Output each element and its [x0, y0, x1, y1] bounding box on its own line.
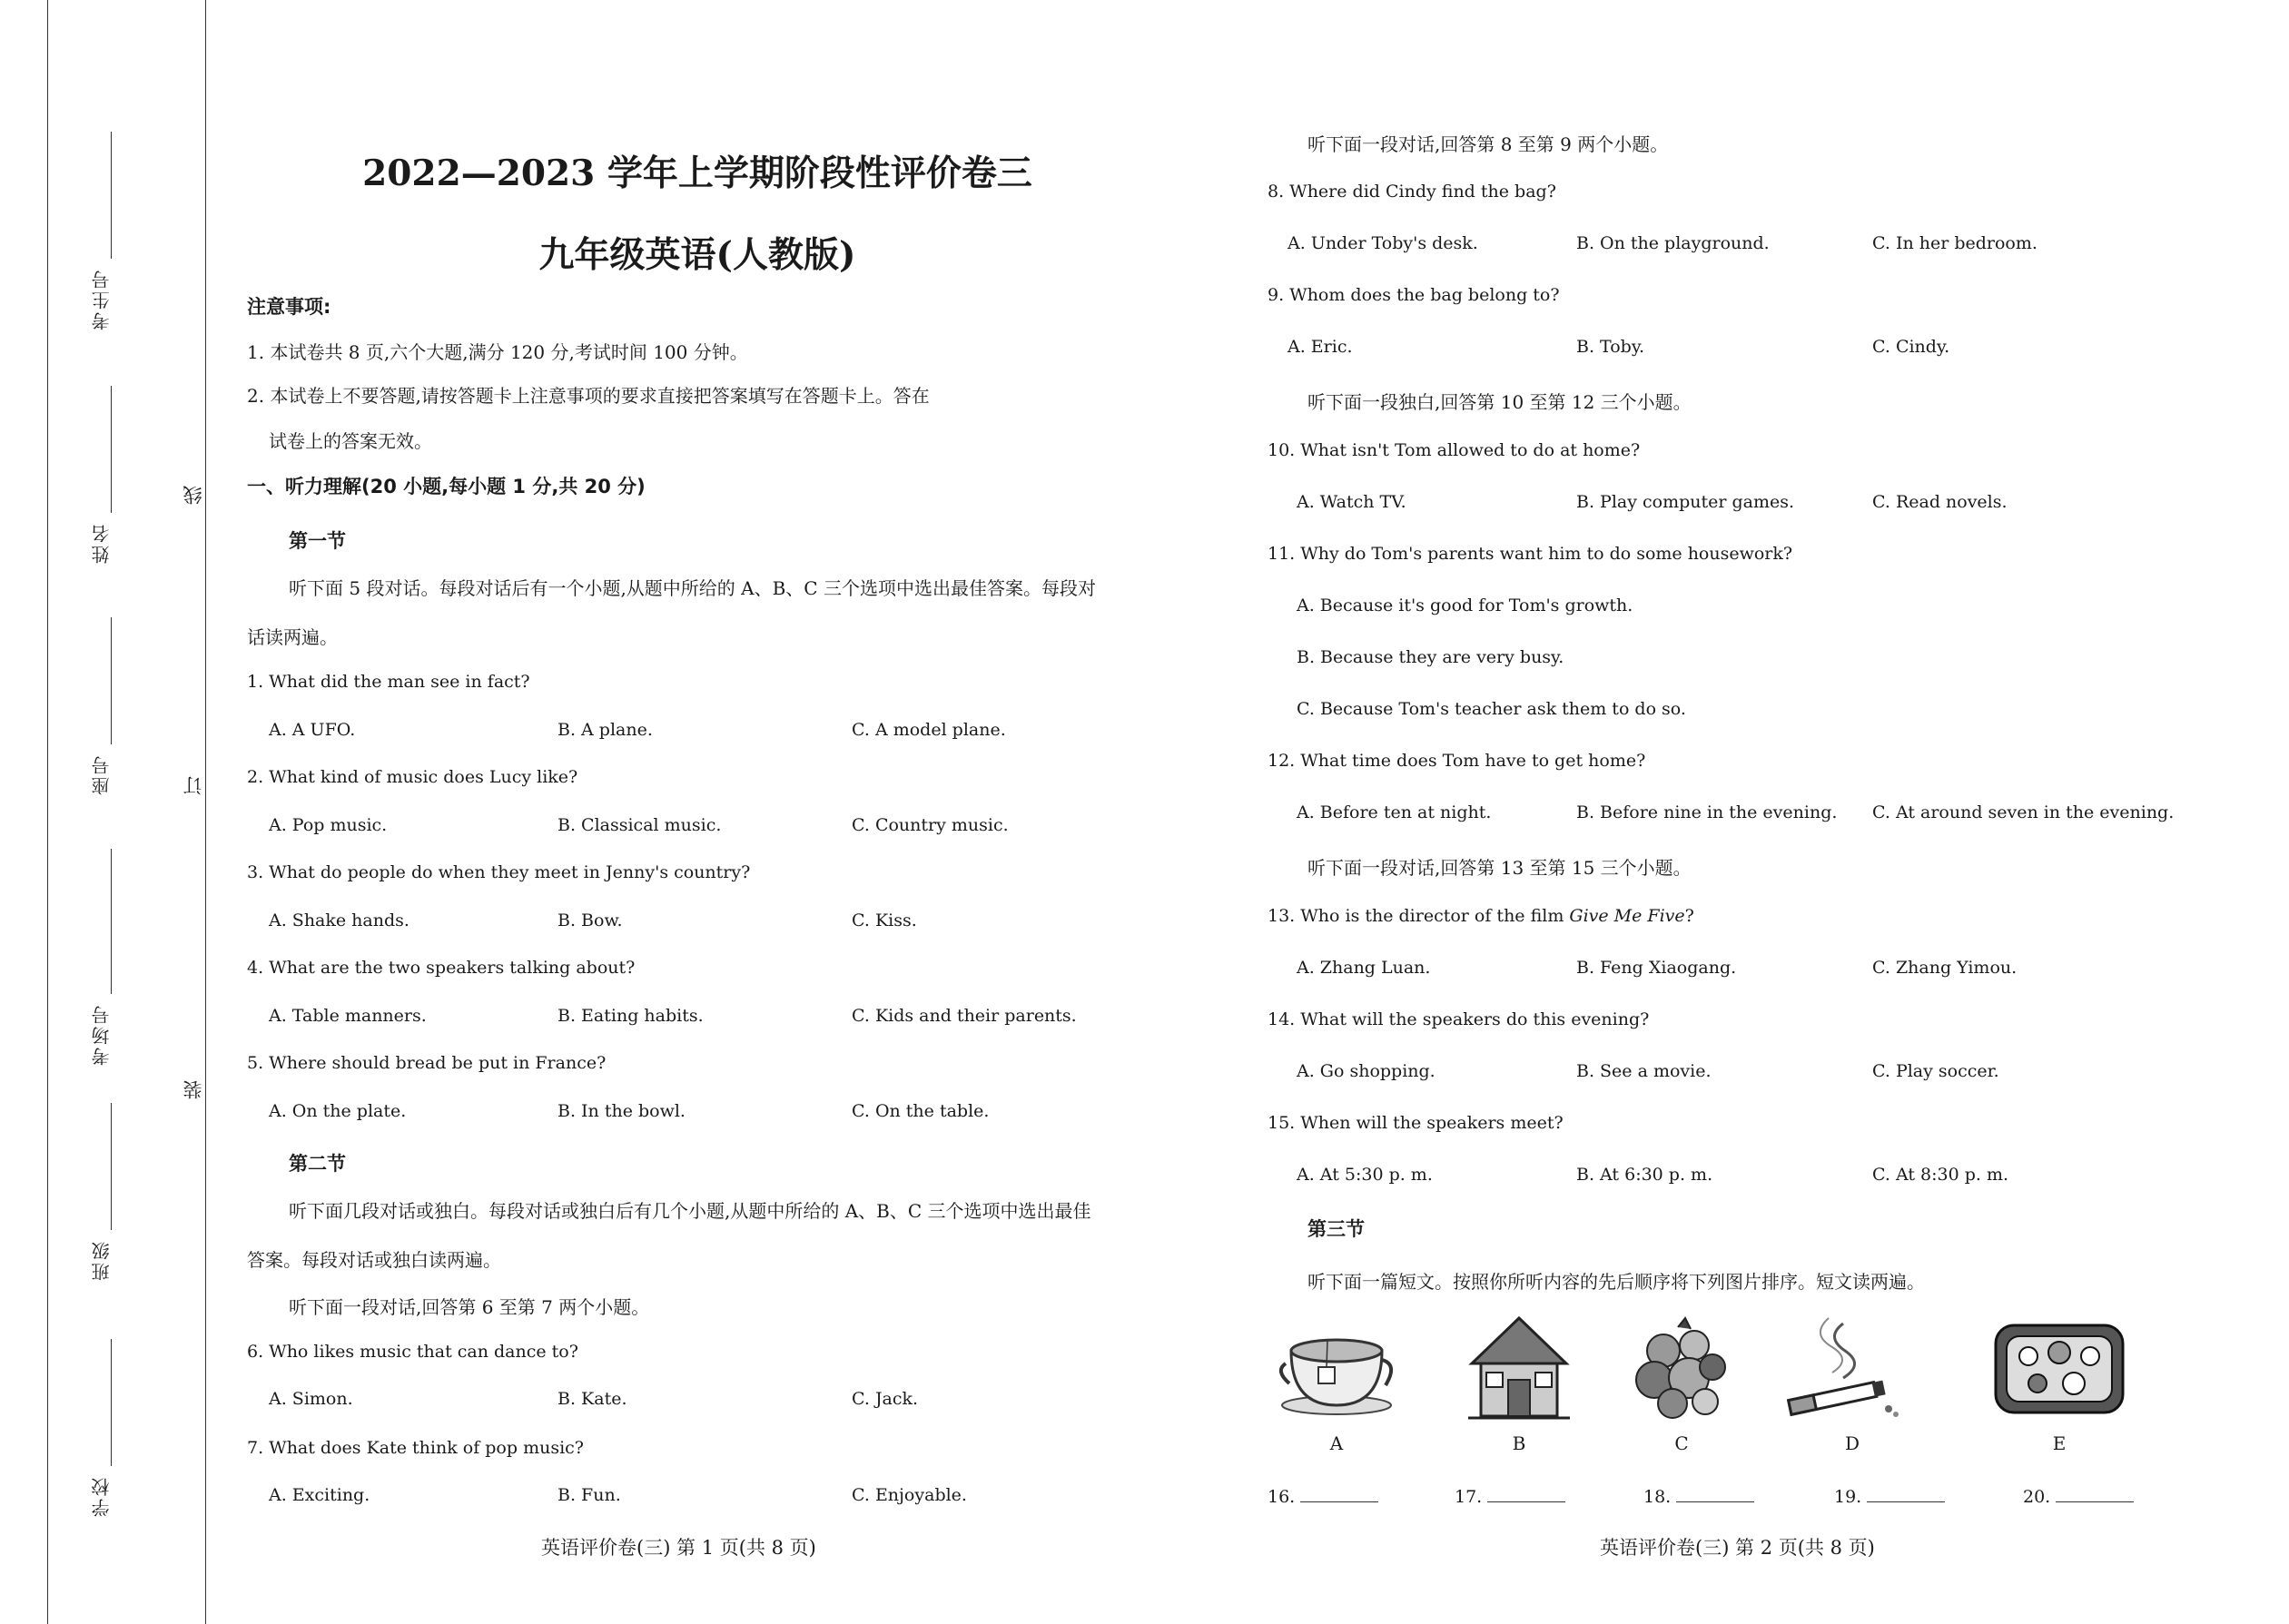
exam-subtitle: 九年级英语(人教版)	[538, 234, 856, 276]
option-b[interactable]: B. On the playground.	[1576, 233, 1770, 253]
option-c[interactable]: C. Country music.	[852, 815, 1009, 835]
option-c[interactable]: C. Jack.	[852, 1389, 919, 1409]
option-c[interactable]: C. In her bedroom.	[1872, 233, 2037, 253]
option-c[interactable]: C. At 8:30 p. m.	[1872, 1165, 2009, 1185]
answer-number: 18.	[1643, 1487, 1672, 1507]
option-b[interactable]: B. Toby.	[1576, 337, 1645, 357]
answer-line[interactable]	[1300, 1485, 1378, 1502]
dinner-table-icon	[1987, 1314, 2132, 1423]
answer-line[interactable]	[2056, 1485, 2134, 1502]
picture-b	[1455, 1314, 1583, 1423]
bind-char-line: 线	[183, 486, 204, 505]
option-a[interactable]: A. Zhang Luan.	[1297, 958, 1431, 978]
option-a[interactable]: A. Table manners.	[269, 1006, 427, 1026]
option-c[interactable]: C. Kiss.	[852, 910, 917, 930]
monologue-instruction: 听下面一段独白,回答第 10 至第 12 三个小题。	[1307, 391, 1692, 413]
margin-field-underline[interactable]	[111, 132, 112, 259]
margin-field-underline[interactable]	[111, 1339, 112, 1466]
answer-number: 20.	[2023, 1487, 2051, 1507]
question-text: 14. What will the speakers do this evening?	[1268, 1009, 1650, 1029]
answer-blank-20[interactable]	[2023, 1485, 2134, 1507]
margin-field-underline[interactable]	[111, 1103, 112, 1230]
option-c[interactable]: C. At around seven in the evening.	[1872, 802, 2175, 822]
answer-number: 16.	[1268, 1487, 1296, 1507]
picture-label: C	[1674, 1432, 1689, 1454]
question-text: 3. What do people do when they meet in Jenny's country?	[247, 862, 751, 882]
section-instructions: 听下面一篇短文。按照你所听内容的先后顺序将下列图片排序。短文读两遍。	[1307, 1271, 1925, 1293]
house-icon	[1455, 1314, 1583, 1423]
question-text: 10. What isn't Tom allowed to do at home?	[1268, 440, 1641, 460]
option-a[interactable]: A. Go shopping.	[1297, 1061, 1436, 1081]
option-a[interactable]: A. Exciting.	[269, 1485, 370, 1505]
answer-blank-18[interactable]	[1643, 1485, 1754, 1507]
question-text: 9. Whom does the bag belong to?	[1268, 285, 1560, 305]
option-c[interactable]: C. Play soccer.	[1872, 1061, 1999, 1081]
option-b[interactable]: B. Fun.	[557, 1485, 621, 1505]
option-a[interactable]: A. A UFO.	[269, 720, 356, 740]
section-heading: 第三节	[1307, 1218, 1365, 1240]
question-text-suffix: ?	[1684, 906, 1694, 926]
section-instructions-cont: 话读两遍。	[247, 626, 338, 648]
margin-field-label: 考场号	[91, 1003, 113, 1066]
option-a[interactable]: A. Before ten at night.	[1297, 802, 1492, 822]
option-a[interactable]: A. Under Toby's desk.	[1288, 233, 1478, 253]
option-c[interactable]: C. Kids and their parents.	[852, 1006, 1077, 1026]
option-b[interactable]: B. Because they are very busy.	[1297, 647, 1564, 667]
notice-heading: 注意事项:	[247, 296, 331, 318]
question-text: 11. Why do Tom's parents want him to do some housework?	[1268, 544, 1793, 564]
section-instructions-cont: 答案。每段对话或独白读两遍。	[247, 1249, 501, 1271]
fruit-basket-icon	[1618, 1314, 1745, 1423]
question-text: 4. What are the two speakers talking about?	[247, 958, 636, 978]
dialog-instruction: 听下面一段对话,回答第 13 至第 15 三个小题。	[1307, 857, 1692, 879]
question-text: 7. What does Kate think of pop music?	[247, 1438, 584, 1458]
section-instructions: 听下面几段对话或独白。每段对话或独白后有几个小题,从题中所给的 A、B、C 三个选项中选出最佳	[289, 1200, 1091, 1222]
picture-label: E	[2052, 1432, 2067, 1454]
notice-item: 1. 本试卷共 8 页,六个大题,满分 120 分,考试时间 100 分钟。	[247, 341, 748, 363]
option-c[interactable]: C. Zhang Yimou.	[1872, 958, 2018, 978]
option-c[interactable]: C. Because Tom's teacher ask them to do so.	[1297, 699, 1686, 719]
part-heading: 一、听力理解(20 小题,每小题 1 分,共 20 分)	[247, 476, 646, 497]
option-b[interactable]: B. Eating habits.	[557, 1006, 704, 1026]
option-c[interactable]: C. On the table.	[852, 1101, 990, 1121]
picture-d	[1780, 1314, 1907, 1423]
option-c[interactable]: C. Cindy.	[1872, 337, 1950, 357]
option-b[interactable]: B. See a movie.	[1576, 1061, 1712, 1081]
margin-field-label: 班级	[91, 1239, 113, 1281]
option-a[interactable]: A. At 5:30 p. m.	[1297, 1165, 1433, 1185]
margin-field-label: 学校	[91, 1475, 113, 1517]
notice-item: 2. 本试卷上不要答题,请按答题卡上注意事项的要求直接把答案填写在答题卡上。答在	[247, 385, 930, 407]
picture-label: B	[1512, 1432, 1526, 1454]
question-text	[1268, 906, 1694, 926]
option-a[interactable]: A. Shake hands.	[269, 910, 409, 930]
question-text: 15. When will the speakers meet?	[1268, 1113, 1564, 1133]
answer-number: 17.	[1455, 1487, 1483, 1507]
option-b[interactable]: B. Classical music.	[557, 815, 722, 835]
margin-field-label: 座号	[91, 753, 113, 795]
exam-title: 2022—2023 学年上学期阶段性评价卷三	[362, 153, 1032, 194]
notice-item-cont: 试卷上的答案无效。	[269, 430, 432, 452]
option-a[interactable]: A. Eric.	[1288, 337, 1353, 357]
answer-blank-16[interactable]	[1268, 1485, 1378, 1507]
answer-line[interactable]	[1487, 1485, 1565, 1502]
picture-a	[1273, 1314, 1400, 1423]
question-text: 8. Where did Cindy find the bag?	[1268, 182, 1556, 202]
picture-c	[1618, 1314, 1745, 1423]
option-b[interactable]: B. Feng Xiaogang.	[1576, 958, 1737, 978]
option-b[interactable]: B. At 6:30 p. m.	[1576, 1165, 1713, 1185]
film-title: Give Me Five	[1569, 906, 1685, 926]
option-a[interactable]: A. Watch TV.	[1297, 492, 1406, 512]
cigarette-icon	[1780, 1314, 1907, 1423]
option-a[interactable]: A. On the plate.	[269, 1101, 407, 1121]
section-heading: 第一节	[289, 530, 346, 552]
section-instructions: 听下面 5 段对话。每段对话后有一个小题,从题中所给的 A、B、C 三个选项中选出最佳答案。每段对	[289, 577, 1096, 599]
option-c[interactable]: C. A model plane.	[852, 720, 1006, 740]
answer-line[interactable]	[1676, 1485, 1754, 1502]
question-text: 6. Who likes music that can dance to?	[247, 1342, 578, 1362]
question-text: 2. What kind of music does Lucy like?	[247, 767, 578, 787]
page-footer: 英语评价卷(三) 第 1 页(共 8 页)	[541, 1537, 816, 1559]
option-a[interactable]: A. Pop music.	[269, 815, 388, 835]
question-text: 12. What time does Tom have to get home?	[1268, 751, 1646, 771]
option-b[interactable]: B. A plane.	[557, 720, 653, 740]
picture-label: D	[1844, 1432, 1860, 1454]
margin-field-label: 姓名	[91, 522, 113, 564]
answer-blank-17[interactable]	[1455, 1485, 1565, 1507]
option-a[interactable]: A. Because it's good for Tom's growth.	[1297, 595, 1633, 615]
option-b[interactable]: B. Kate.	[557, 1389, 627, 1409]
option-c[interactable]: C. Enjoyable.	[852, 1485, 967, 1505]
margin-field-label: 考生号	[91, 268, 113, 330]
option-c[interactable]: C. Read novels.	[1872, 492, 2008, 512]
margin-field-underline[interactable]	[111, 617, 112, 744]
dialog-instruction: 听下面一段对话,回答第 6 至第 7 两个小题。	[289, 1296, 650, 1318]
bind-char-bind: 装	[183, 1080, 204, 1099]
picture-label: A	[1329, 1432, 1344, 1454]
margin-field-underline[interactable]	[111, 386, 112, 513]
option-b[interactable]: B. In the bowl.	[557, 1101, 686, 1121]
option-a[interactable]: A. Simon.	[269, 1389, 353, 1409]
question-text-prefix: 13. Who is the director of the film	[1268, 906, 1570, 926]
answer-number: 19.	[1834, 1487, 1862, 1507]
page-footer: 英语评价卷(三) 第 2 页(共 8 页)	[1600, 1537, 1875, 1559]
question-text: 1. What did the man see in fact?	[247, 672, 530, 692]
dialog-instruction: 听下面一段对话,回答第 8 至第 9 两个小题。	[1307, 133, 1669, 155]
tea-cup-icon	[1273, 1314, 1400, 1423]
option-b[interactable]: B. Play computer games.	[1576, 492, 1795, 512]
margin-line-outer	[47, 0, 48, 1624]
margin-field-underline[interactable]	[111, 849, 112, 994]
question-text: 5. Where should bread be put in France?	[247, 1053, 607, 1073]
answer-blank-19[interactable]	[1834, 1485, 1945, 1507]
bind-char-staple: 订	[183, 776, 204, 795]
option-b[interactable]: B. Bow.	[557, 910, 623, 930]
answer-line[interactable]	[1867, 1485, 1945, 1502]
section-heading: 第二节	[289, 1153, 346, 1175]
margin-line-inner	[205, 0, 206, 1624]
option-b[interactable]: B. Before nine in the evening.	[1576, 802, 1838, 822]
picture-e	[1987, 1314, 2114, 1423]
